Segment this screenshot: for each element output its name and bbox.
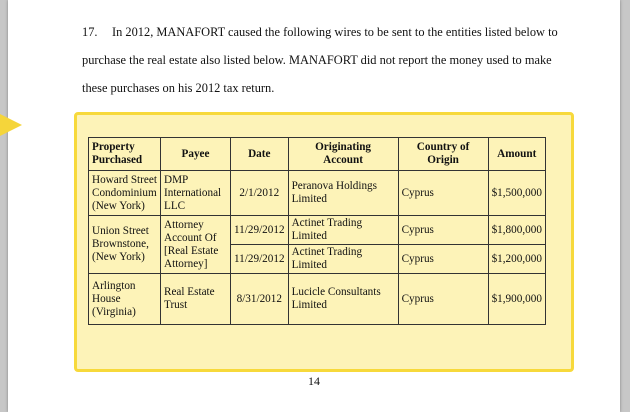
table-row [89, 171, 546, 216]
cell-property: Howard Street Condominium (New York) [89, 171, 161, 216]
paragraph-number: 17. [82, 25, 98, 39]
header-payee: Payee [161, 138, 231, 171]
paragraph-line-1: 17. In 2012, MANAFORT caused the following wires to be sent to the entities listed below to [82, 18, 572, 46]
cell-date: 11/29/2012 [231, 245, 289, 274]
header-amount: Amount [488, 138, 545, 171]
cell-country: Cyprus [398, 216, 488, 245]
cell-payee: Real Estate Trust [161, 274, 231, 325]
paragraph-17 [82, 18, 572, 102]
header-originating-account: Originating Account [288, 138, 398, 171]
paragraph-line-2: purchase the real estate also listed below. MANAFORT did not report the money used to make [82, 53, 552, 67]
header-date: Date [231, 138, 289, 171]
table-row [89, 274, 546, 325]
cell-date: 8/31/2012 [231, 274, 289, 325]
cell-amount: $1,800,000 [488, 216, 545, 245]
cell-amount: $1,500,000 [488, 171, 545, 216]
table-header-row [89, 138, 546, 171]
table-row [89, 216, 546, 245]
cell-amount: $1,900,000 [488, 274, 545, 325]
cell-date: 11/29/2012 [231, 216, 289, 245]
cell-account: Actinet Trading Limited [288, 216, 398, 245]
cell-account: Peranova Holdings Limited [288, 171, 398, 216]
page-number: 14 [308, 374, 320, 388]
annotation-pointer-icon [0, 114, 22, 136]
cell-payee: Attorney Account Of [Real Estate Attorney] [161, 216, 231, 274]
cell-amount: $1,200,000 [488, 245, 545, 274]
header-property: Property Purchased [89, 138, 161, 171]
wires-table [88, 137, 546, 325]
cell-account: Lucicle Consultants Limited [288, 274, 398, 325]
cell-account: Actinet Trading Limited [288, 245, 398, 274]
cell-country: Cyprus [398, 245, 488, 274]
cell-payee: DMP International LLC [161, 171, 231, 216]
paragraph-line-3: these purchases on his 2012 tax return. [82, 81, 275, 95]
cell-country: Cyprus [398, 171, 488, 216]
cell-date: 2/1/2012 [231, 171, 289, 216]
cell-property: Union Street Brownstone, (New York) [89, 216, 161, 274]
cell-country: Cyprus [398, 274, 488, 325]
document-page [8, 0, 620, 412]
cell-property: Arlington House (Virginia) [89, 274, 161, 325]
header-country: Country of Origin [398, 138, 488, 171]
